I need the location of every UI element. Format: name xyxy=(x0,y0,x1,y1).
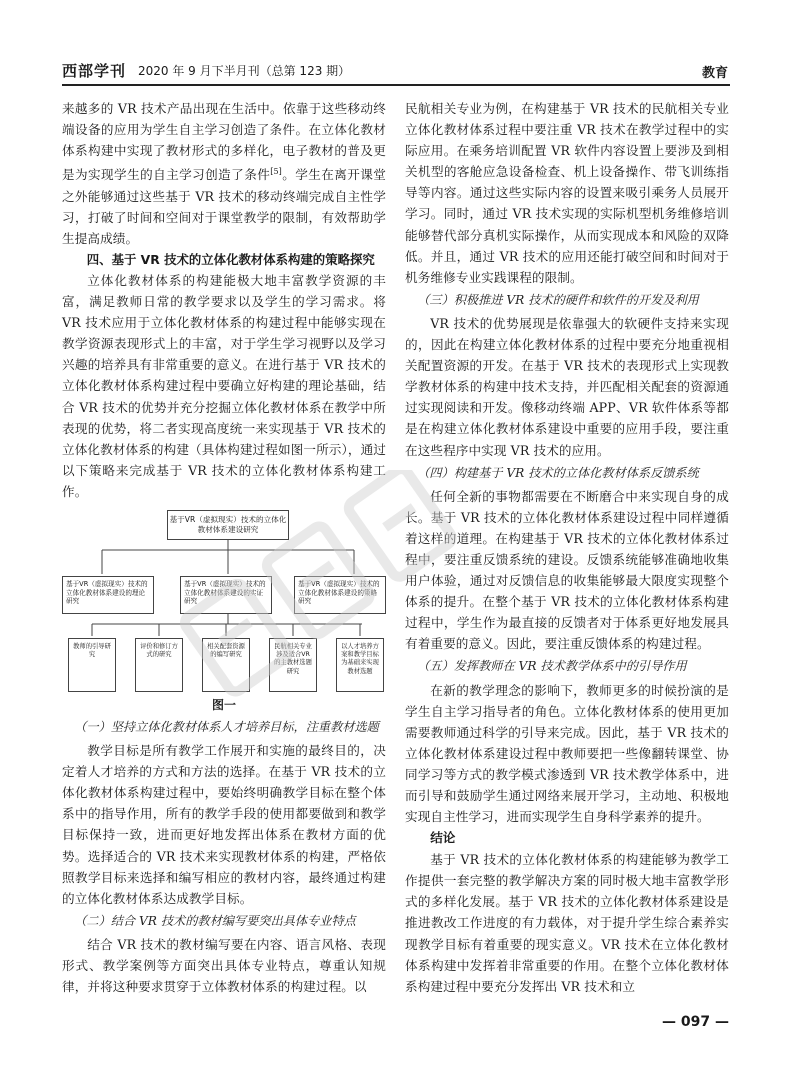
subsection-heading: （四）构建基于 VR 技术的立体化教材体系反馈系统 xyxy=(417,465,699,480)
paragraph-sub2: 结合 VR 技术的教材编写要在内容、语言风格、表现形式、教学案例等方面突出具体专业特点，尊重认知规律，并将这种要求贯穿于立体教材体系的构建过程。以 xyxy=(62,936,386,995)
subsection-heading: （二）结合 VR 技术的教材编写要突出具体专业特点 xyxy=(74,913,356,928)
figure-mid-box: 基于VR（虚拟现实）技术的立体化教材体系建设的理论研究 xyxy=(62,576,154,614)
section-heading: 四、基于 VR 技术的立体化教材体系构建的策略探究 xyxy=(86,251,375,267)
section-tag: 教育 xyxy=(701,66,728,81)
paragraph-conclusion: 基于 VR 技术的立体化教材体系的构建能够为教学工作提供一套完整的教学解决方案的同时极大地丰富教学形式的多样化发展。基于 VR 技术的立体化教材体系建设是推进教改工作进度的有力载体，对于提升学生综合素养实现教学目标有着重要的现实意义。VR 技术在立体化教材体系构建中发挥着非常重要的作用。在整个立体化教材体系构建过程中要充分发挥出 VR 技术和立 xyxy=(405,852,729,994)
page-header xyxy=(62,58,730,84)
subsection-heading: （一）坚持立体化教材体系人才培养目标，注重教材选题 xyxy=(74,719,379,734)
citation: [5] xyxy=(270,167,282,177)
page-number: — 097 — xyxy=(662,1014,729,1030)
header-rule xyxy=(62,84,730,86)
conclusion-heading: 结论 xyxy=(430,830,456,846)
subsection-heading: （三）积极推进 VR 技术的硬件和软件的开发及利用 xyxy=(417,292,699,307)
figure-bottom-box: 评价和修订方式的研究 xyxy=(135,638,183,692)
figure-mid-box: 基于VR（虚拟现实）技术的立体化教材体系建设的策略研究 xyxy=(294,576,386,614)
paragraph-text: 。学生在离开课堂之外能够通过这些基于 VR 技术的移动终端完成自主性学习，打破了时间和空间对于课堂教学的限制，有效帮助学生提高成绩。 xyxy=(62,167,386,246)
paragraph-sub5: 在新的教学理念的影响下，教师更多的时候扮演的是学生自主学习指导者的角色。立体化教材体系的使用更加需要教师通过科学的引导来完成。因此，基于 VR 技术的立体化教材体系建设过程中教师要把一些像翻转课堂、协同学习等方式的教学模式渗透到 VR 技术教学体系中，进而引导和鼓励学生通过网络来展开学习，主动地、积极地实现自主性学习，进而实现学生自身科学素养的提升。 xyxy=(405,682,729,825)
figure-caption: 图一 xyxy=(211,697,236,712)
figure-top-box: 基于VR（虚拟现实）技术的立体化教材体系建设研究 xyxy=(167,510,289,540)
subsection-heading: （五）发挥教师在 VR 技术教学体系中的引导作用 xyxy=(417,659,687,674)
journal-logo: 西部学刊 xyxy=(62,62,127,80)
journal-issue: 2020 年 9 月下半月刊（总第 123 期） xyxy=(138,64,351,78)
figure-bottom-box: 相关配套资源的编写研究 xyxy=(202,638,250,692)
paragraph-text: 来越多的 VR 技术产品出现在生活中。依靠于这些移动终端设备的应用为学生自主学习创造了条件。在立体化教材体系构建中实现了教材形式的多样化，电子教材的普及更是为实现学生的自主学习创造了条件 xyxy=(62,101,386,183)
figure-mid-box: 基于VR（虚拟现实）技术的立体化教材体系建设的实证研究 xyxy=(180,576,272,614)
paragraph-sub4: 任何全新的事物都需要在不断磨合中来实现自身的成长。基于 VR 技术的立体化教材体系建设过程中同样遵循着这样的道理。在构建基于 VR 技术的立体化教材体系过程中，要注重反馈系统的建设。反馈系统能够准确地收集用户体验，通过对反馈信息的收集能够最大限度实现整个体系的提升。在整个基于 VR 技术的立体化教材体系构建过程中，学生作为最直接的反馈者对于体系更好地发展具有着重要的意义。因此，要注重反馈体系的构建过程。 xyxy=(405,488,729,652)
paragraph-intro-continued xyxy=(62,98,386,249)
figure-flowchart xyxy=(62,508,386,694)
paragraph-section4: 立体化教材体系的构建能极大地丰富教学资源的丰富，满足教师日常的教学要求以及学生的学习需求。将 VR 技术应用于立体化教材体系的构建过程中能够实现在教学资源表现形式上的丰富，对于学生学习视野以及学习兴趣的培养具有非常重要的意义。在进行基于 VR 技术的立体化教材体系构建过程中要确立好构建的理论基础，结合 VR 技术的优势并充分挖掘立体化教材体系在教学中所表现的优势，将二者实现高度统一来实现基于 VR 技术的立体化教材体系的构建（具体构建过程如图一所示），通过以下策略来完成基于 VR 技术的立体化教材体系构建工作。 xyxy=(62,272,386,499)
left-column xyxy=(62,98,386,997)
figure-bottom-box: 教师的引导研究 xyxy=(68,638,116,692)
right-column xyxy=(405,98,729,997)
figure-bottom-box: 以人才培养方案和教学目标为基础来实现教材选题 xyxy=(336,638,384,692)
paragraph-sub1: 教学目标是所有教学工作展开和实施的最终目的，决定着人才培养的方式和方法的选择。在基于 VR 技术的立体化教材体系构建过程中，要始终明确教学目标在整个体系中的指导作用，所有的教学手段的使用都要做到和教学目标保持一致，进而更好地发挥出体系在教材方面的优势。选择适合的 VR 技术来实现教材体系的构建，严格依照教学目标来选择和编写相应的教材内容，最终通过构建的立体化教材体系达成教学目标。 xyxy=(62,743,386,906)
paragraph-sub2-continued: 民航相关专业为例，在构建基于 VR 技术的民航相关专业立体化教材体系过程中要注重 VR 技术在教学过程中的实际应用。在乘务培训配置 VR 软件内容设置上要涉及到相关机型的客舱应急设备检查、机上设备操作、带飞训练指导等内容。通过这些实际内容的设置来吸引乘务人员展开学习。同时，通过 VR 技术实现的实际机型机务维修培训能够替代部分真机实际操作，从而实现成本和风险的双降低。并且，通过 VR 技术的应用还能打破空间和时间对于机务维修专业实践课程的限制。 xyxy=(405,101,729,285)
figure-bottom-box: 民航相关专业涉及适合VR的主教材选题研究 xyxy=(269,638,317,692)
paragraph-sub3: VR 技术的优势展现是依靠强大的软硬件支持来实现的，因此在构建立体化教材体系的过程中要充分地重视相关配置资源的开发。在基于 VR 技术的表现形式上实现教学教材体系的构建中技术支持，并匹配相关配套的资源通过实现阅读和开发。像移动终端 APP、VR 软件体系等都是在构建立体化教材体系建设中重要的应用手段，要注重在这些程序中实现 VR 技术的应用。 xyxy=(405,315,729,458)
